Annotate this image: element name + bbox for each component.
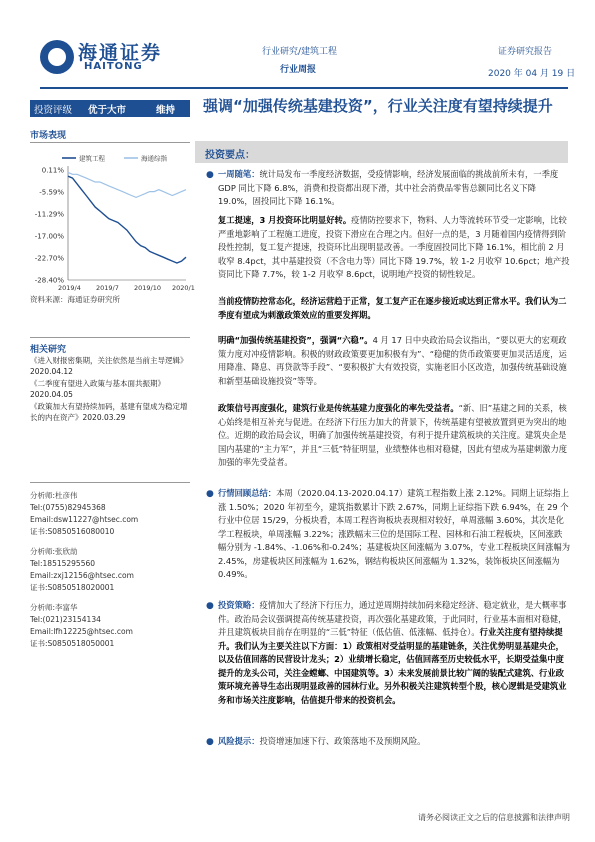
legend-label: 海通综指: [141, 154, 167, 163]
report-type: 行业周报: [280, 65, 317, 75]
market-review-text: 本周（2020.04.13-2020.04.17）建筑工程指数上涨 2.12%。同期上证综指上涨 1.50%；2020 年初至今，建筑指数累计下跌 2.67%，同期上证综指下跌 6.94%，在 29 个行业中位居 15/29，分板块看，本周工程咨询板块表现相对较好，单周涨幅 3.60%，其次是化学工程板块，单周涨幅 3.22%；涨跌幅末三位的是国际工程、园林和石油工程板块，区间涨跌幅分别为 -1.84%、-1.06%和-0.24%；基建板块区间涨幅为 3.07%，专业工程板块区间涨幅为 2.45%，房建板块区间涨幅为 1.62%，钢结构板块区间涨幅为 1.32%，装饰板块区间涨幅为 0.49%。: [218, 488, 571, 579]
market-rule: [30, 142, 190, 143]
resumption-text: 疫情防控要求下，物料、人力等流转环节受一定影响，比较严重地影响了工程施工进度，投资下滑应在合理之内。但好一点的是，3 月随着国内疫情得到阶段性控制，复工复产提速，投资环比出现明显改善。一季度固投同比下降 16.1%，相比前 2 月收窄 8.4pct，其中基建投资（不含电力等）同比下降 19.7%，较 1-2 月收窄 10.6pct；地产投资同比下降 7.7%，较 1-2 月收窄 8.6pct，说明地产投资的韧性较足。: [218, 215, 570, 279]
y-tick-label: -17.00%: [34, 232, 64, 241]
normalization-text: 当前疫情防控常态化，经济运营趋于正常，复工复产正在逐步接近或达到正常水平。我们认为二季度有望成为刺激政策效应的重要发挥期。: [218, 296, 567, 320]
related-title: 相关研究: [30, 345, 67, 355]
analyst-tel: Tel:(0755)82945368: [30, 503, 106, 512]
paragraph-market-review: [218, 487, 570, 582]
paragraph-six-stability: [218, 334, 570, 388]
y-tick-label: -22.70%: [34, 254, 64, 263]
paragraph-resumption: [218, 214, 570, 282]
analyst-name: 分析师:杜彦伟: [30, 491, 78, 500]
related-rule: [30, 337, 190, 338]
analyst-name: 分析师:李富华: [30, 603, 78, 612]
paragraph-strategy: [218, 599, 570, 707]
paragraph-normalization: [218, 295, 570, 322]
bullet-icon: ●: [206, 737, 214, 747]
paragraph-policy-signal: [218, 402, 570, 470]
bullet-icon: ●: [206, 601, 214, 611]
report-title: 强调“加强传统基建投资”，行业关注度有望持续提升: [203, 97, 553, 115]
analyst-tel: Tel:(021)23154134: [30, 615, 101, 624]
x-tick-label: 2019/7: [96, 284, 119, 292]
chart-source: 资料来源：海通证券研究所: [30, 295, 120, 304]
paragraph-risk: [218, 735, 570, 749]
market-title: 市场表现: [30, 131, 67, 141]
legend-label: 建筑工程: [79, 154, 105, 163]
six-stability-lead: 明确“加强传统基建投资”，强调“六稳”。: [218, 335, 373, 345]
analyst-card: [30, 602, 190, 650]
analyst-cert: 证书:S0850518020001: [30, 583, 115, 592]
analyst-cert: 证书:S0850516080010: [30, 527, 115, 536]
analyst-email[interactable]: Email:dsw11227@htsec.com: [30, 515, 139, 524]
rating-bar: [30, 100, 190, 117]
strategy-text: 疫情加大了经济下行压力，通过逆周期持续加码来稳定经济、稳定就业，是大概率事件。政治局会议强调提高传统基建投资，再次强化基建政策，于此同时，行业基本面相对稳健，并且建筑板块目前存在明显的“三低”特征（低估值、低涨幅、低持仓）。: [218, 600, 567, 637]
analyst-email[interactable]: Email:zxj12156@htsec.com: [30, 571, 134, 580]
footer-disclaimer: 请务必阅读正文之后的信息披露和法律声明: [418, 813, 570, 822]
analyst-list: [30, 490, 190, 650]
bullet-icon: ●: [206, 489, 214, 499]
summary-bar: [195, 141, 568, 163]
report-category: 行业研究/建筑工程: [262, 47, 338, 57]
risk-lead: 风险提示：: [218, 736, 260, 746]
series-line: [68, 172, 186, 197]
policy-signal-lead: 政策信号再度强化，建筑行业是传统基建力度强化的率先受益者。: [218, 403, 459, 413]
bullet-icon: ●: [206, 170, 214, 180]
x-tick-label: 2019/4: [58, 284, 81, 292]
risk-text: 投资增速加速下行、政策落地不及预期风险。: [259, 736, 426, 746]
y-tick-label: -28.40%: [34, 276, 64, 285]
weekly-text: 统计局发布一季度经济数据，受疫情影响，经济发展面临的挑战前所未有，一季度 GDP 同比下降 6.8%，消费和投资都出现下滑，其中社会消费品零售总额同比名义下降 19.0%，固投同比下降 16.1%。: [218, 169, 559, 206]
strategy-lead: 投资策略：: [218, 600, 260, 610]
haitong-logo-icon: [40, 40, 74, 74]
header-divider: [40, 87, 568, 89]
y-tick-label: 0.11%: [41, 166, 64, 175]
series-line: [68, 176, 186, 263]
market-review-lead: 行情回顾总结：: [218, 488, 277, 498]
analyst-rule: [30, 482, 190, 483]
report-date: 2020 年 04 月 19 日: [488, 69, 576, 79]
weekly-lead: 一周随笔：: [218, 169, 260, 179]
related-item[interactable]: 《二季度有望进入政策与基本面共振期》2020.04.05: [30, 379, 165, 399]
analyst-tel: Tel:18515295560: [30, 559, 96, 568]
y-tick-label: -5.59%: [39, 188, 64, 197]
y-tick-label: -11.29%: [34, 210, 64, 219]
x-tick-label: 2019/10: [134, 284, 162, 292]
analyst-cert: 证书:S0850518050001: [30, 639, 115, 648]
report-series: 证券研究报告: [498, 47, 553, 57]
rating-label: 投资评级: [34, 105, 73, 116]
paragraph-weekly: [218, 168, 570, 209]
related-list: [30, 356, 190, 423]
related-item[interactable]: 《政策加大有望持续加码，基建有望成为稳定增长的内在资产》2020.03.29: [30, 402, 188, 422]
analyst-card: [30, 546, 190, 594]
six-stability-text: 4 月 17 日中央政治局会议指出，“要以更大的宏观政策力度对冲疫情影响。积极的财政政策要更加积极有为”、“稳健的货币政策要更加灵活适度，运用降准、降息、再贷款等手段”、“要积极扩大有效投资，实施老旧小区改造，加强传统基础设施和新型基础设施投资”等等。: [218, 335, 567, 386]
rating-action: 维持: [156, 105, 176, 116]
policy-signal-text: “新、旧”基建之间的关系，核心始终是相互补充与促进。在经济下行压力加大的背景下，传统基建有望被放置到更为突出的地位。近期的政治局会议，明确了加强传统基建投资，有利于提升建筑板块的关注度。建筑央企是国内基建的“主力军”，并且“三低”特征明显，业绩整体也相对稳健，因此有望成为基建刺激力度加强的率先受益者。: [218, 403, 568, 467]
summary-label: 投资要点：: [205, 150, 255, 161]
analyst-card: [30, 490, 190, 538]
market-performance-chart: [30, 148, 195, 298]
related-item[interactable]: 《进入财报密集期，关注依然是当前主导逻辑》2020.04.12: [30, 356, 188, 376]
x-tick-label: 2020/1: [172, 284, 195, 292]
strategy-bold-text: 行业关注度有望持续提升。我们认为主要关注以下方面：1）政策相对受益明显的基建链条，关注优势明显基建央企，以及估值回落的民营设计龙头；2）业绩增长稳定，估值回落至历史较低水平，长期受益集中度提升的龙头公司，关注金螳螂、中国建筑等。3）未来发展前景比较广阔的装配式建筑、行业政策环境充善导生态出现明显政善的园林行业。另外积极关注建筑转型个股，核心逻辑是受建筑业务和市场关注度影响，估值提升带来的投资机会。: [218, 627, 567, 705]
analyst-email[interactable]: Email:lfh12225@htsec.com: [30, 627, 133, 636]
logo-text-en: HAITONG: [84, 61, 143, 72]
logo-text-cn: 海通证券: [78, 42, 163, 64]
resumption-lead: 复工提速，3 月投资环比明显好转。: [218, 215, 352, 225]
analyst-name: 分析师:张欣劼: [30, 547, 78, 556]
rating-value: 优于大市: [88, 105, 127, 116]
